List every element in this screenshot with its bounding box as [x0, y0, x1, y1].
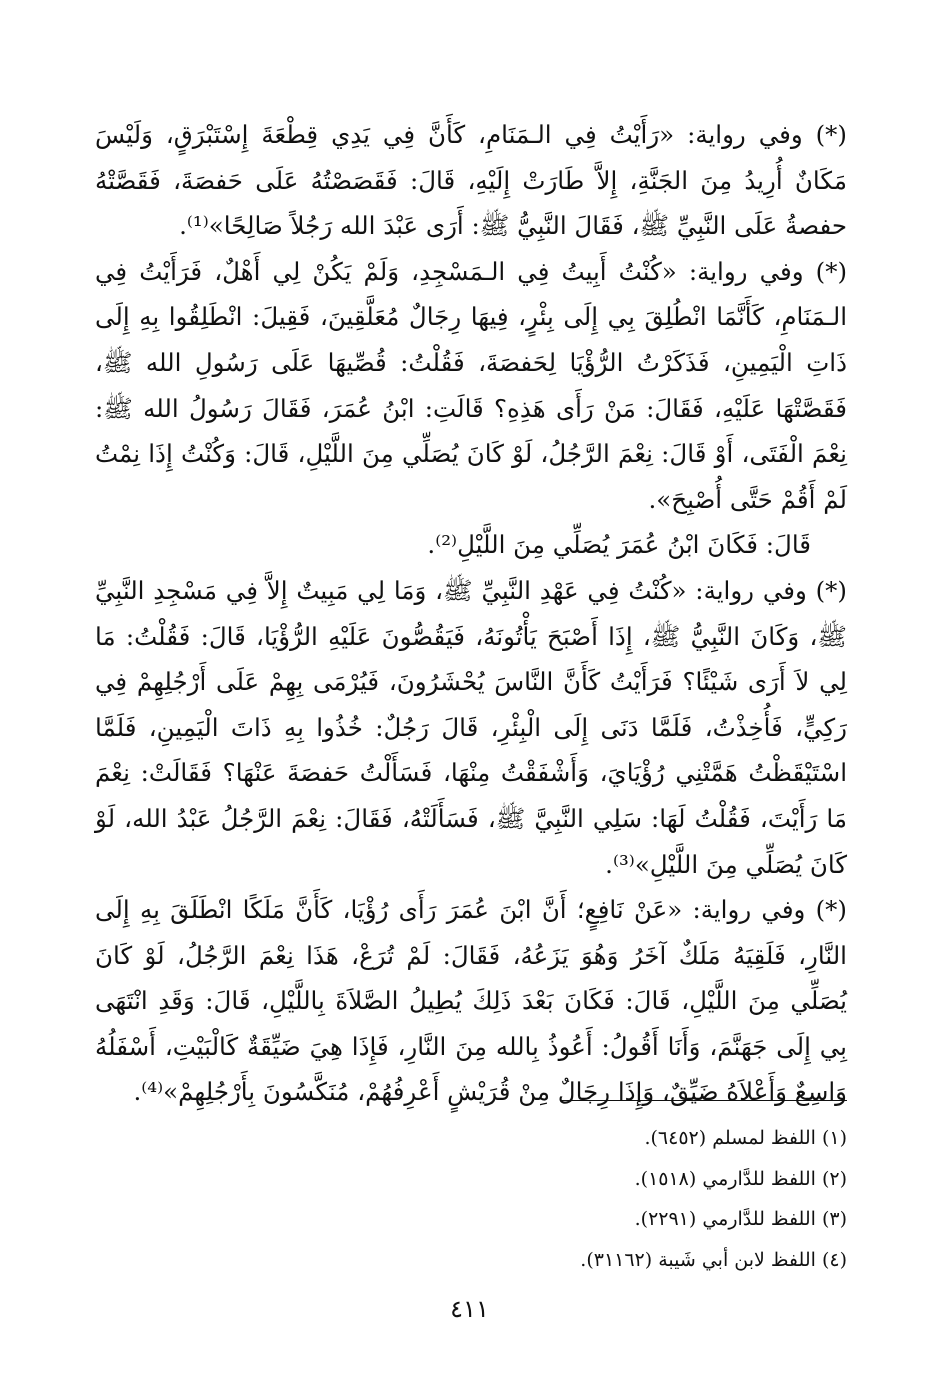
paragraph-4: (*) وفي رواية: «كُنْتُ فِي عَهْدِ النَّبِيِّ ﷺ، وَمَا لِي مَبِيتٌ إِلاَّ فِي مَسْجِدِ النَّبِيِّ ﷺ، وَكَانَ النَّبِيُّ ﷺ، إِذَا أَصْبَحَ يَأْتُونَهُ، فَيَقُصُّونَ عَلَيْهِ الرُّؤْيَا، قَالَ: فَقُلْتُ: مَا لِي لاَ أَرَى شَيْئًا؟ فَرَأَيْتُ كَأَنَّ النَّاسَ يُحْشَرُونَ، فَيُرْمَى بِهِمْ عَلَى أَرْجُلِهِمْ فِي رَكِيٍّ، فَأُخِذْتُ، فَلَمَّا دَنَى إِلَى الْبِئْرِ، قَالَ رَجُلٌ: خُذُوا بِهِ ذَاتَ الْيَمِينِ، فَلَمَّا اسْتَيْقَظْتُ هَمَّتْنِي رُؤْيَايَ، وَأَشْفَقْتُ مِنْهَا، فَسَأَلْتُ حَفصَةَ عَنْهَا؟ فَقَالَتْ: نِعْمَ مَا رَأَيْتَ، فَقُلْتُ لَهَا: سَلِي النَّبِيَّ ﷺ، فَسَأَلَتْهُ، فَقَالَ: نِعْمَ الرَّجُلُ عَبْدُ الله، لَوْ كَانَ يُصَلِّي مِنَ اللَّيْلِ»⁽³⁾. — [95, 575, 848, 879]
footnote-1: (١) اللفظ لمسلم (٦٤٥٢). — [644, 1127, 847, 1149]
footnote-3: (٣) اللفظ للدَّارمي (٢٢٩١). — [634, 1208, 847, 1230]
footnote-4: (٤) اللفظ لابن أبي شَيبة (٣١١٦٢). — [580, 1248, 847, 1271]
paragraph-1: (*) وفي رواية: «رَأَيْتُ فِي الـمَنَامِ، كَأَنَّ فِي يَدِي قِطْعَةَ إِسْتَبْرَقٍ، وَلَيْسَ مَكَانٌ أُرِيدُ مِنَ الجَنَّةِ، إِلاَّ طَارَتْ إِلَيْهِ، قَالَ: فَقَصَصْتُهُ عَلَى حَفصَةَ، فَقَصَّتْهُ حفصةُ عَلَى النَّبِيِّ ﷺ، فَقَالَ النَّبِيُّ ﷺ: أَرَى عَبْدَ الله رَجُلاً صَالِحًا»⁽¹⁾. — [95, 120, 847, 241]
paragraph-5: (*) وفي رواية: «عَنْ نَافِعٍ؛ أَنَّ ابْنَ عُمَرَ رَأَى رُؤْيَا، كَأَنَّ مَلَكًا انْطَلَقَ بِهِ إِلَى النَّارِ، فَلَقِيَهُ مَلَكٌ آخَرُ وَهُوَ يَزَعُهُ، فَقَالَ: لَمْ تُرَعْ، هَذَا نِعْمَ الرَّجُلُ، لَوْ كَانَ يُصَلِّي مِنَ اللَّيْلِ، قَالَ: فَكَانَ بَعْدَ ذَلِكَ يُطِيلُ الصَّلاَةَ بِاللَّيْلِ، قَالَ: وَقَدِ انْتَهَى بِي إِلَى جَهَنَّمَ، وَأَنَا أَقُولُ: أَعُوذُ بِالله مِنَ النَّارِ، فَإِذَا هِيَ ضَيِّقَةٌ كَالْبَيْتِ، أَسْفَلُهُ وَاسِعٌ وَأَعْلاَهُ ضَيِّقٌ، وَإِذَا رِجَالٌ مِنْ قُرَيْشٍ أَعْرِفُهُمْ، مُنَكَّسُونَ بِأَرْجُلِهِمْ»⁽⁴⁾. — [95, 895, 847, 1107]
footnote-2: (٢) اللفظ للدَّارمي (١٥١٨). — [634, 1167, 847, 1190]
footnote-separator — [561, 1100, 847, 1101]
paragraph-2: (*) وفي رواية: «كُنْتُ أَبِيتُ فِي الـمَسْجِدِ، وَلَمْ يَكُنْ لِي أَهْلٌ، فَرَأَيْتُ فِي الـمَنَامِ، كَأَنَّمَا انْطُلِقَ بِي إِلَى بِئْرٍ، فِيهَا رِجَالٌ مُعَلَّقِينَ، فَقِيلَ: انْطَلِقُوا بِهِ إِلَى ذَاتِ الْيَمِينِ، فَذَكَرْتُ الرُّؤْيَا لِحَفصَةَ، فَقُلْتُ: قُصِّيهَا عَلَى رَسُولِ الله ﷺ، فَقَصَّتْهَا عَلَيْهِ، فَقَالَ: مَنْ رَأَى هَذِهِ؟ قَالَتِ: ابْنُ عُمَرَ، فَقَالَ رَسُولُ الله ﷺ: نِعْمَ الْفَتَى، أَوْ قَالَ: نِعْمَ الرَّجُلُ، لَوْ كَانَ يُصَلِّي مِنَ اللَّيْلِ، قَالَ: وَكُنْتُ إِذَا نِمْتُ لَمْ أَقُمْ حَتَّى أُصْبِحَ». — [95, 256, 847, 514]
paragraph-3: قَالَ: فَكَانَ ابْنُ عُمَرَ يُصَلِّي مِنَ اللَّيْلِ⁽²⁾. — [427, 530, 811, 560]
footnotes — [95, 1118, 847, 1280]
page-number: ٤١١ — [450, 1295, 489, 1323]
main-text — [95, 112, 847, 1115]
